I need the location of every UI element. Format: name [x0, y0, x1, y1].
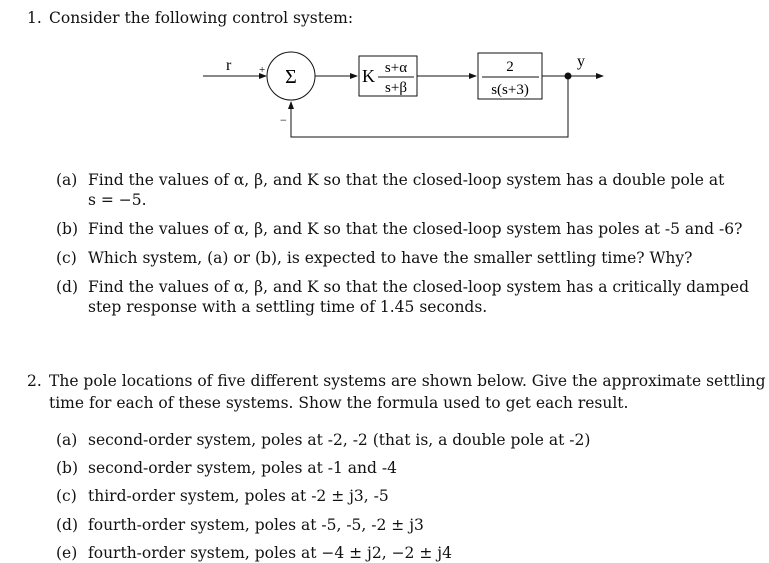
- q1-item-a-line1: Find the values of α, β, and K so that the closed-loop system has a double pole at: [88, 171, 725, 189]
- question-2-number: 2.: [27, 372, 42, 390]
- q1-item-c-text: Which system, (a) or (b), is expected to have the smaller settling time? Why?: [88, 249, 693, 267]
- controller-gain: K: [362, 66, 375, 86]
- q2-item-d-label: (d): [56, 516, 79, 534]
- q2-item-a-label: (a): [56, 431, 78, 449]
- question-1-intro: Consider the following control system:: [49, 9, 354, 27]
- q2-item-c-text: third-order system, poles at -2 ± j3, -5: [88, 487, 389, 505]
- q1-item-d-label: (d): [56, 278, 79, 296]
- controller-numerator: s+α: [384, 60, 408, 76]
- control-system-diagram: [0, 40, 769, 190]
- controller-denominator: s+β: [385, 80, 407, 96]
- sum-symbol: Σ: [285, 66, 297, 88]
- q2-item-a-text: second-order system, poles at -2, -2 (that is, a double pole at -2): [88, 431, 591, 449]
- q1-item-d-line2: step response with a settling time of 1.45 seconds.: [88, 298, 488, 316]
- q1-item-a-line2: s = −5.: [88, 191, 147, 209]
- input-label: r: [226, 57, 232, 74]
- q2-item-b-label: (b): [56, 459, 79, 477]
- q1-item-b-text: Find the values of α, β, and K so that the closed-loop system has poles at -5 and -6?: [88, 220, 743, 238]
- q2-item-e-label: (e): [56, 544, 78, 562]
- q1-item-c-label: (c): [56, 249, 77, 267]
- q1-item-b-label: (b): [56, 220, 79, 238]
- plus-sign: +: [259, 64, 266, 76]
- question-2-intro-line2: time for each of these systems. Show the formula used to get each result.: [49, 394, 629, 412]
- plant-denominator: s(s+3): [491, 82, 529, 98]
- q2-item-e-text: fourth-order system, poles at −4 ± j2, −2 ± j4: [88, 544, 452, 562]
- q1-item-a-label: (a): [56, 171, 78, 189]
- feedback-minus-sign: −: [280, 113, 287, 127]
- plant-numerator: 2: [506, 59, 514, 75]
- q2-item-b-text: second-order system, poles at -1 and -4: [88, 459, 397, 477]
- q2-item-d-text: fourth-order system, poles at -5, -5, -2 ± j3: [88, 516, 424, 534]
- q2-item-c-label: (c): [56, 487, 77, 505]
- output-label: y: [577, 53, 585, 70]
- q1-item-d-line1: Find the values of α, β, and K so that the closed-loop system has a critically damped: [88, 278, 750, 296]
- question-2-intro-line1: The pole locations of five different systems are shown below. Give the approximate settling: [49, 372, 766, 390]
- question-1-number: 1.: [27, 9, 42, 27]
